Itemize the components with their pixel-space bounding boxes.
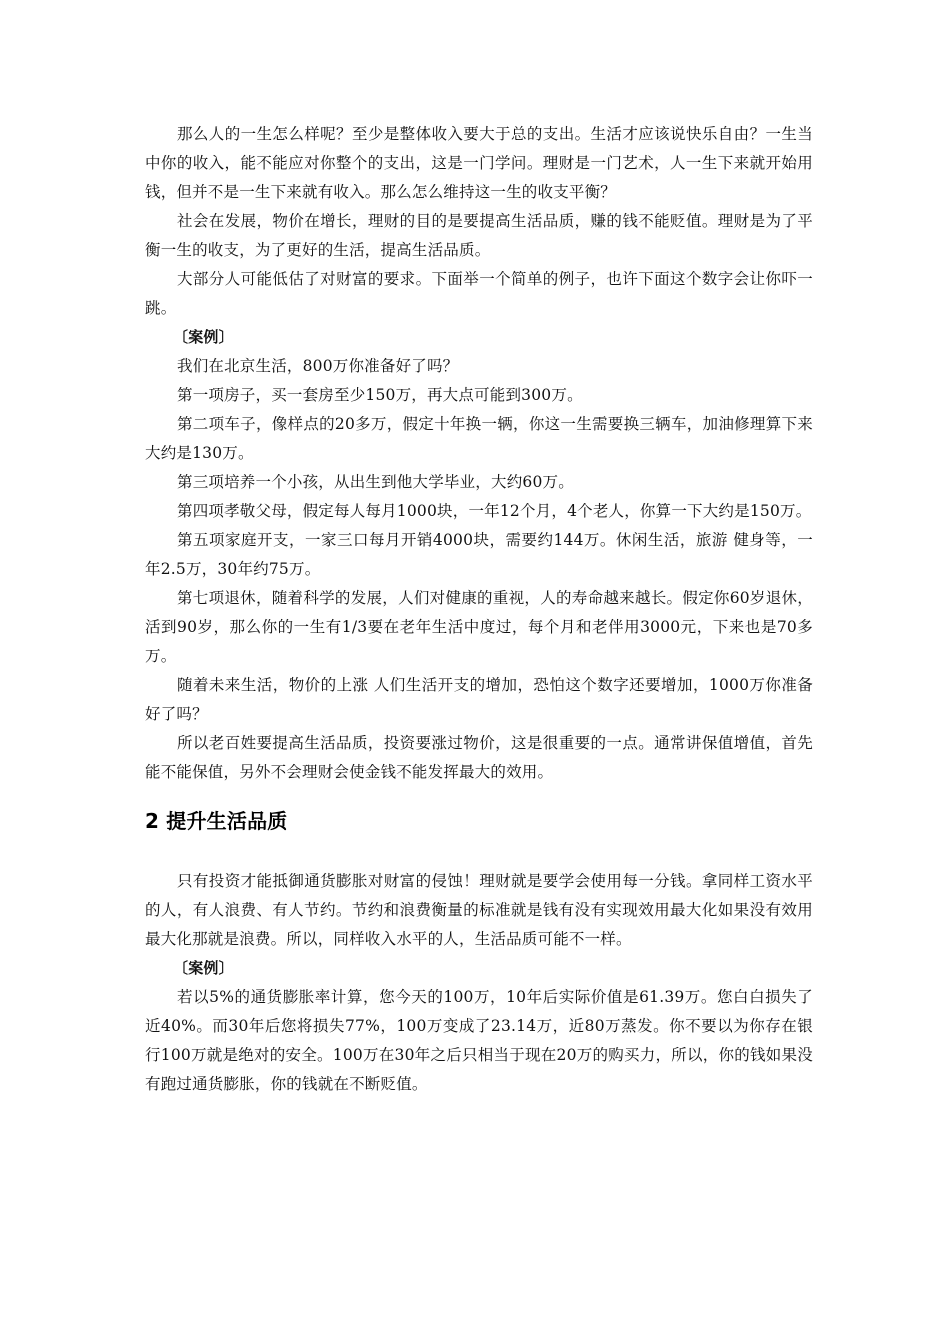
paragraph: 只有投资才能抵御通货膨胀对财富的侵蚀！理财就是要学会使用每一分钱。拿同样工资水平的人，有人浪费、有人节约。节约和浪费衡量的标准就是钱有没有实现效用最大化如果没有效用最大化那就是浪费。所以，同样收入水平的人，生活品质可能不一样。 bbox=[145, 872, 813, 948]
case-paragraph: 我们在北京生活，800万你准备好了吗？ bbox=[177, 357, 459, 375]
case-paragraph: 第二项车子，像样点的20多万，假定十年换一辆，你这一生需要换三辆车，加油修理算下来大约是130万。 bbox=[145, 415, 813, 462]
paragraph: 大部分人可能低估了对财富的要求。下面举一个简单的例子，也许下面这个数字会让你吓一跳。 bbox=[145, 270, 813, 317]
paragraph: 那么人的一生怎么样呢？至少是整体收入要大于总的支出。生活才应该说快乐自由？一生当中你的收入，能不能应对你整个的支出，这是一门学问。理财是一门艺术，人一生下来就开始用钱，但并不是一生下来就有收入。那么怎么维持这一生的收支平衡？ bbox=[145, 125, 813, 201]
case-paragraph: 所以老百姓要提高生活品质，投资要涨过物价，这是很重要的一点。通常讲保值增值，首先能不能保值，另外不会理财会使金钱不能发挥最大的效用。 bbox=[145, 734, 813, 781]
document-body bbox=[145, 120, 813, 1099]
case-paragraph: 第四项孝敬父母，假定每人每月1000块，一年12个月，4个老人，你算一下大约是150万。 bbox=[177, 502, 812, 520]
case-label: 〔案例〕 bbox=[173, 959, 234, 977]
case-paragraph: 第三项培养一个小孩，从出生到他大学毕业，大约60万。 bbox=[177, 473, 574, 491]
paragraph: 社会在发展，物价在增长，理财的目的是要提高生活品质，赚的钱不能贬值。理财是为了平衡一生的收支，为了更好的生活，提高生活品质。 bbox=[145, 212, 813, 259]
section-heading: 2 提升生活品质 bbox=[145, 809, 288, 833]
case-label: 〔案例〕 bbox=[173, 328, 234, 346]
case-paragraph: 第七项退休，随着科学的发展，人们对健康的重视，人的寿命越来越长。假定你60岁退休，活到90岁，那么你的一生有1/3要在老年生活中度过，每个月和老伴用3000元，下来也是70多万。 bbox=[145, 589, 813, 665]
case-paragraph: 第一项房子，买一套房至少150万，再大点可能到300万。 bbox=[177, 386, 583, 404]
case-paragraph: 若以5%的通货膨胀率计算，您今天的100万，10年后实际价值是61.39万。您白白损失了近40%。而30年后您将损失77%，100万变成了23.14万，近80万蒸发。你不要以为你存在银行100万就是绝对的安全。100万在30年之后只相当于现在20万的购买力，所以，你的钱如果没有跑过通货膨胀，你的钱就在不断贬值。 bbox=[145, 988, 813, 1093]
case-paragraph: 随着未来生活，物价的上涨 人们生活开支的增加，恐怕这个数字还要增加，1000万你准备好了吗？ bbox=[145, 676, 813, 723]
case-paragraph: 第五项家庭开支，一家三口每月开销4000块，需要约144万。休闲生活，旅游 健身等，一年2.5万，30年约75万。 bbox=[145, 531, 813, 578]
